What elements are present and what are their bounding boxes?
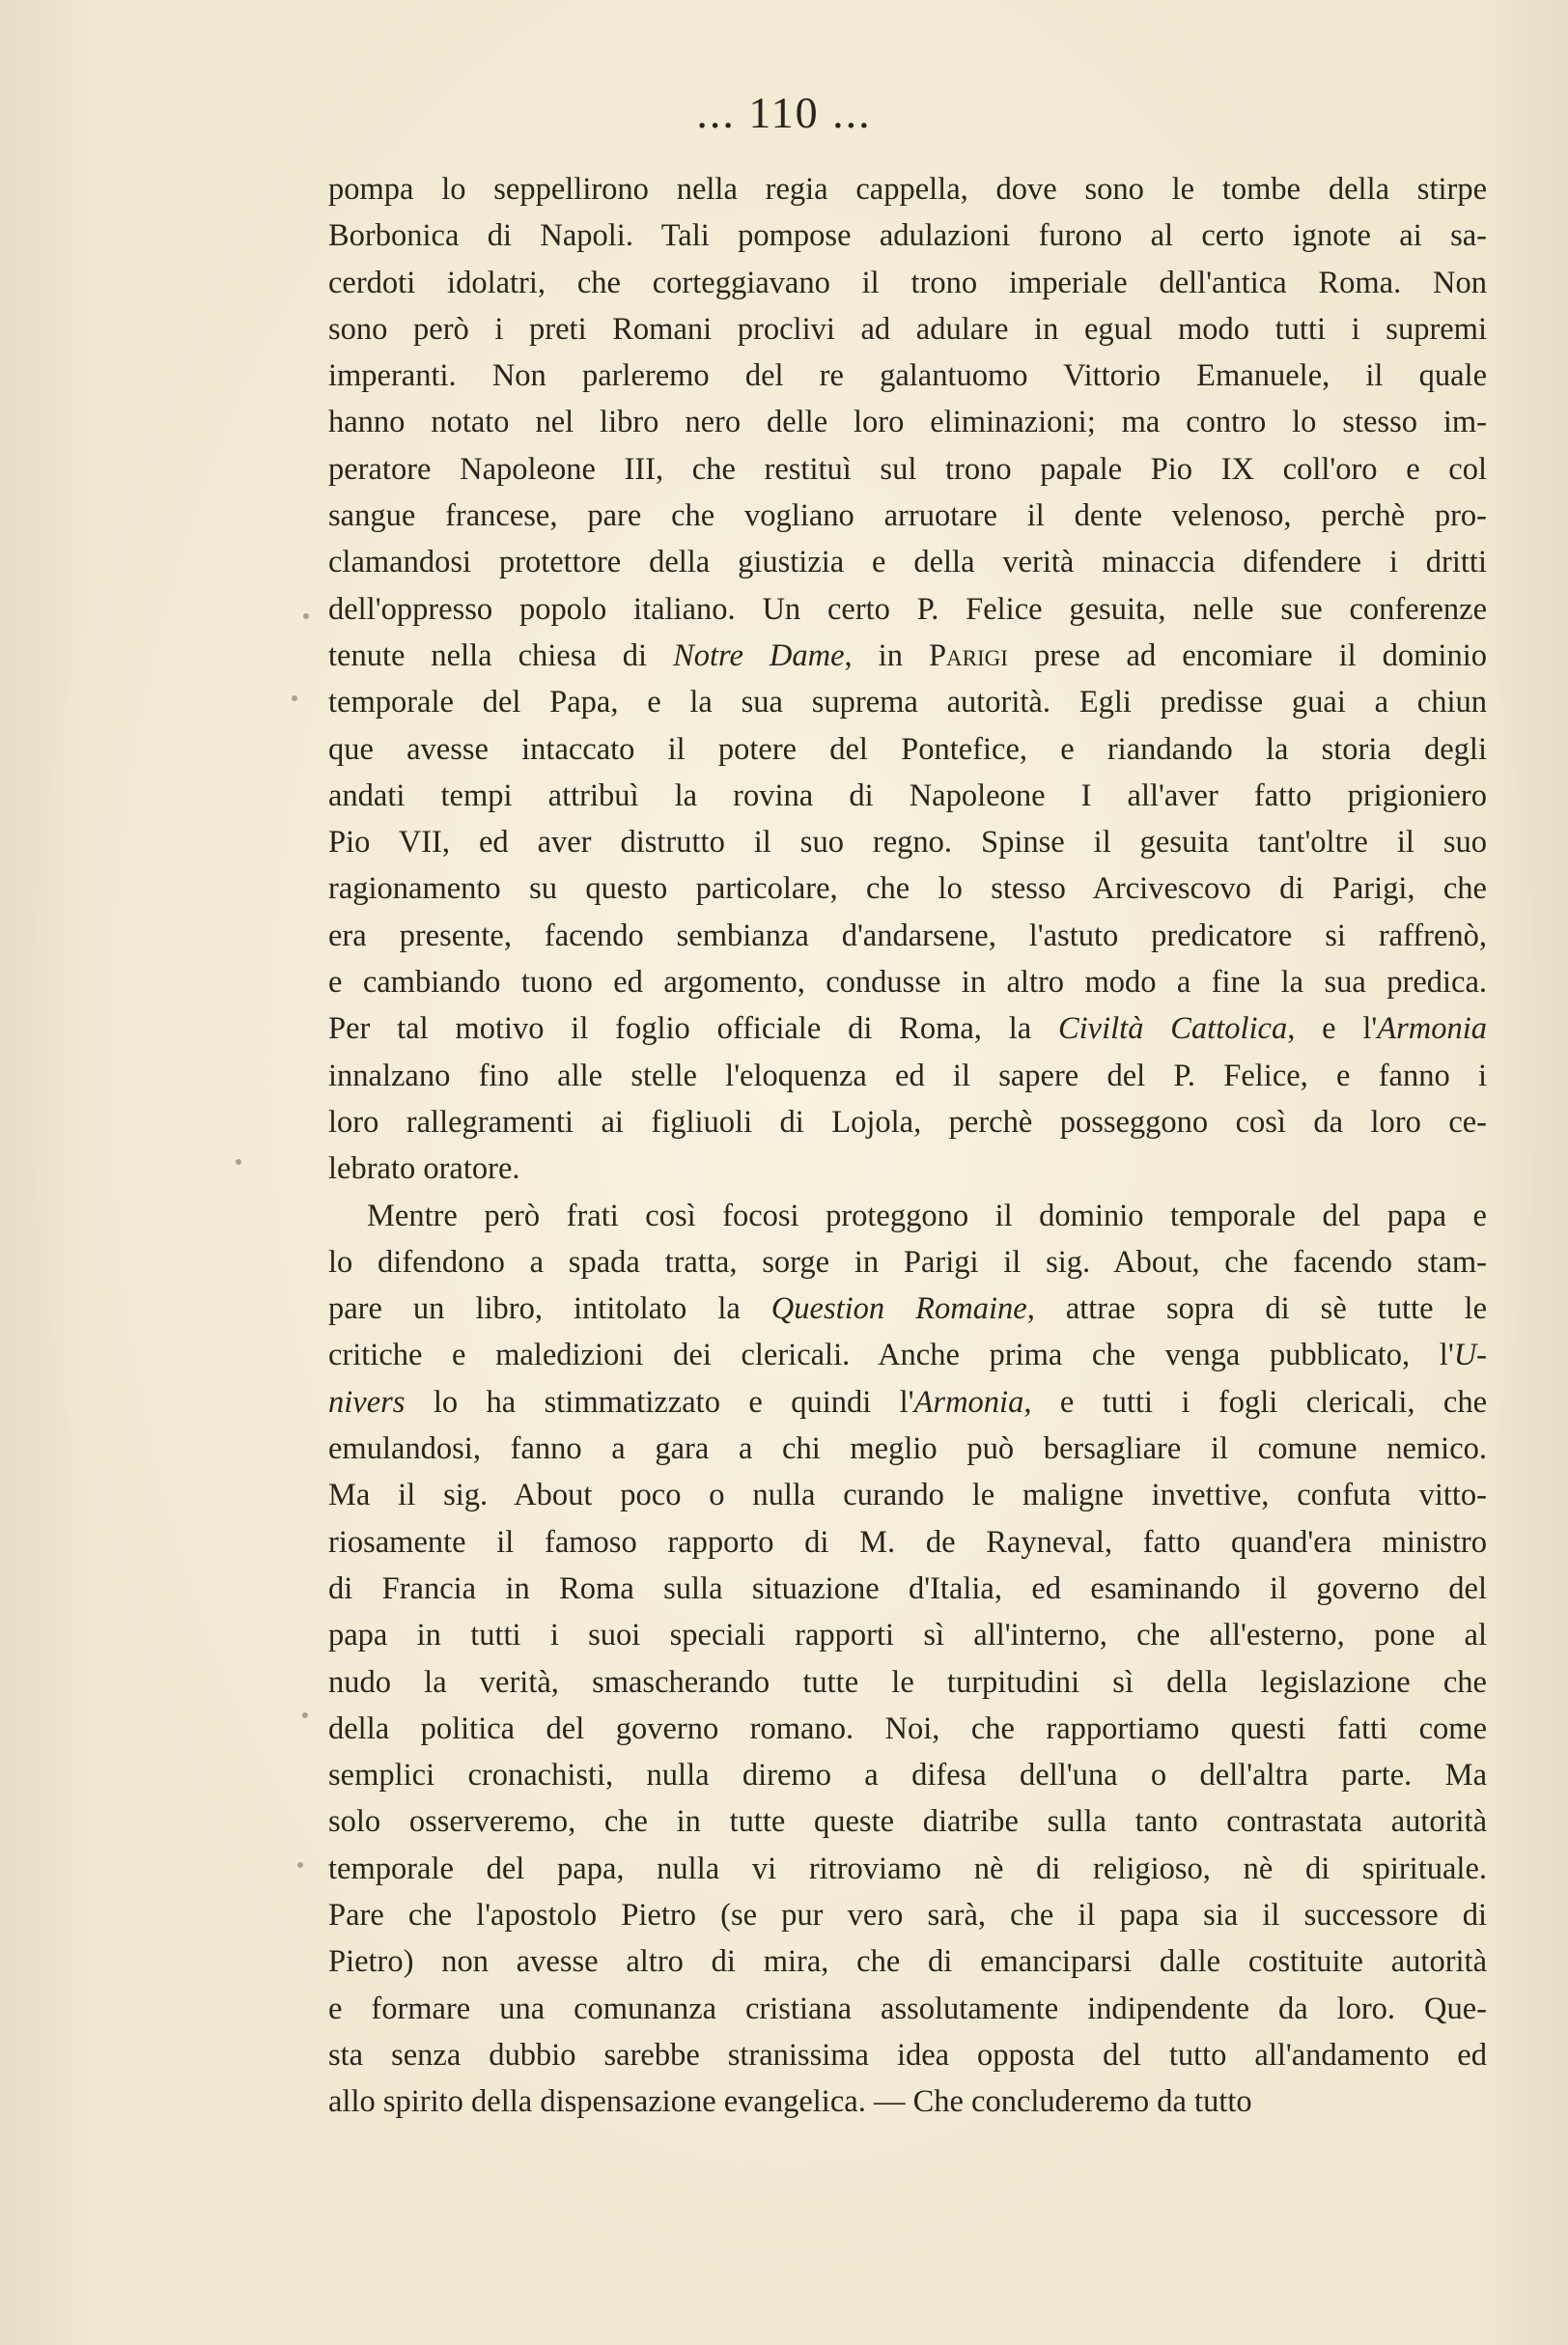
text-run: Per tal motivo il foglio officiale di Roma, la xyxy=(328,1011,1058,1047)
body-text xyxy=(328,166,1487,2125)
text-line: Pio VII, ed aver distrutto il suo regno. Spinse il gesuita tant'oltre il suo xyxy=(328,825,1487,861)
text-line: dell'oppresso popolo italiano. Un certo P. Felice gesuita, nelle sue conferenze xyxy=(328,591,1487,627)
text-line: e cambiando tuono ed argomento, condusse in altro modo a fine la sua predica. xyxy=(328,965,1487,1001)
italic-title: Notre Dame xyxy=(673,637,845,673)
small-caps-place: Parigi xyxy=(928,637,1008,673)
text-line: nudo la verità, smascherando tutte le turpitudini sì della legislazione che xyxy=(328,1664,1487,1700)
text-line xyxy=(328,1286,1487,1332)
text-line: pompa lo seppellirono nella regia cappella, dove sono le tombe della stirpe xyxy=(328,172,1487,207)
margin-speck xyxy=(303,613,309,619)
text-run: , in xyxy=(844,637,929,673)
text-line: e formare una comunanza cristiana assolutamente indipendente da loro. Que- xyxy=(328,1991,1487,2026)
text-line: di Francia in Roma sulla situazione d'Italia, ed esaminando il governo del xyxy=(328,1570,1487,1606)
text-line xyxy=(328,1005,1487,1052)
text-run: , e tutti i fogli clericali, che xyxy=(1023,1384,1487,1420)
margin-speck xyxy=(302,1712,308,1718)
text-line xyxy=(328,633,1487,679)
text-line: clamandosi protettore della giustizia e della verità minaccia difendere i dritti xyxy=(328,545,1487,580)
italic-title: nivers xyxy=(328,1384,406,1420)
text-line: Pietro) non avesse altro di mira, che di emanciparsi dalle costituite autorità xyxy=(328,1944,1487,1980)
page-number: ... 110 ... xyxy=(696,88,872,137)
text-line: Borbonica di Napoli. Tali pompose adulazioni furono al certo ignote ai sa- xyxy=(328,218,1487,254)
text-line: imperanti. Non parleremo del re galantuomo Vittorio Emanuele, il quale xyxy=(328,358,1487,394)
text-line: della politica del governo romano. Noi, che rapportiamo questi fatti come xyxy=(328,1710,1487,1746)
text-line: que avesse intaccato il potere del Pontefice, e riandando la storia degli xyxy=(328,731,1487,767)
text-line: Ma il sig. About poco o nulla curando le maligne invettive, confuta vitto- xyxy=(328,1478,1487,1513)
margin-speck xyxy=(292,695,297,701)
text-run: , e l' xyxy=(1287,1011,1378,1047)
text-line: andati tempi attribuì la rovina di Napoleone I all'aver fatto prigioniero xyxy=(328,777,1487,813)
text-line: sono però i preti Romani proclivi ad adulare in egual modo tutti i supremi xyxy=(328,311,1487,347)
margin-speck xyxy=(236,1159,241,1165)
text-run: critiche e maledizioni dei clericali. Anche prima che venga pubblicato, l' xyxy=(328,1338,1454,1373)
text-line: innalzano fino alle stelle l'eloquenza ed il sapere del P. Felice, e fanno i xyxy=(328,1058,1487,1093)
margin-speck xyxy=(297,1862,303,1868)
text-line: temporale del Papa, e la sua suprema autorità. Egli predisse guai a chiun xyxy=(328,685,1487,720)
text-line: lo difendono a spada tratta, sorge in Parigi il sig. About, che facendo stam- xyxy=(328,1244,1487,1280)
text-line: sta senza dubbio sarebbe stranissima idea opposta del tutto all'andamento ed xyxy=(328,2037,1487,2073)
italic-title: Civiltà Cattolica xyxy=(1057,1011,1288,1047)
text-line: era presente, facendo sembianza d'andarsene, l'astuto predicatore si raffrenò, xyxy=(328,918,1487,953)
text-line: hanno notato nel libro nero delle loro eliminazioni; ma contro lo stesso im- xyxy=(328,405,1487,440)
text-line: semplici cronachisti, nulla diremo a difesa dell'una o dell'altra parte. Ma xyxy=(328,1758,1487,1794)
text-line: ragionamento su questo particolare, che lo stesso Arcivescovo di Parigi, che xyxy=(328,871,1487,907)
italic-title: Armonia xyxy=(913,1384,1024,1420)
text-line: cerdoti idolatri, che corteggiavano il trono imperiale dell'antica Roma. Non xyxy=(328,265,1487,300)
text-line: lebrato oratore. xyxy=(328,1151,520,1187)
text-line: loro rallegramenti ai figliuoli di Lojola, perchè posseggono così da loro ce- xyxy=(328,1104,1487,1140)
text-line: sangue francese, pare che vogliano arruotare il dente velenoso, perchè pro- xyxy=(328,498,1487,534)
text-line: temporale del papa, nulla vi ritroviamo nè di religioso, nè di spirituale. xyxy=(328,1851,1487,1886)
italic-title: Question Romaine xyxy=(770,1291,1027,1327)
text-line: papa in tutti i suoi speciali rapporti sì all'interno, che all'esterno, pone al xyxy=(328,1618,1487,1653)
text-line: emulandosi, fanno a gara a chi meglio può bersagliare il comune nemico. xyxy=(328,1431,1487,1467)
text-line: Pare che l'apostolo Pietro (se pur vero sarà, che il papa sia il successore di xyxy=(328,1897,1487,1933)
italic-title: Armonia xyxy=(1377,1011,1488,1047)
text-run: lo ha stimmatizzato e quindi l' xyxy=(405,1384,914,1420)
text-line xyxy=(328,1379,1487,1426)
italic-title: U- xyxy=(1453,1338,1487,1373)
text-run: pare un libro, intitolato la xyxy=(328,1291,771,1327)
text-run: , attrae sopra di sè tutte le xyxy=(1026,1291,1487,1327)
text-run: tenute nella chiesa di xyxy=(328,637,674,673)
text-line: solo osserveremo, che in tutte queste diatribe sulla tanto contrastata autorità xyxy=(328,1804,1487,1840)
text-line: allo spirito della dispensazione evangelica. — Che concluderemo da tutto xyxy=(328,2084,1252,2120)
text-run: prese ad encomiare il dominio xyxy=(1007,637,1487,673)
text-line: peratore Napoleone III, che restituì sul trono papale Pio IX coll'oro e col xyxy=(328,451,1487,487)
text-line xyxy=(328,1332,1487,1378)
text-line: Mentre però frati così focosi proteggono il dominio temporale del papa e xyxy=(367,1198,1487,1233)
text-line: riosamente il famoso rapporto di M. de Rayneval, fatto quand'era ministro xyxy=(328,1524,1487,1560)
